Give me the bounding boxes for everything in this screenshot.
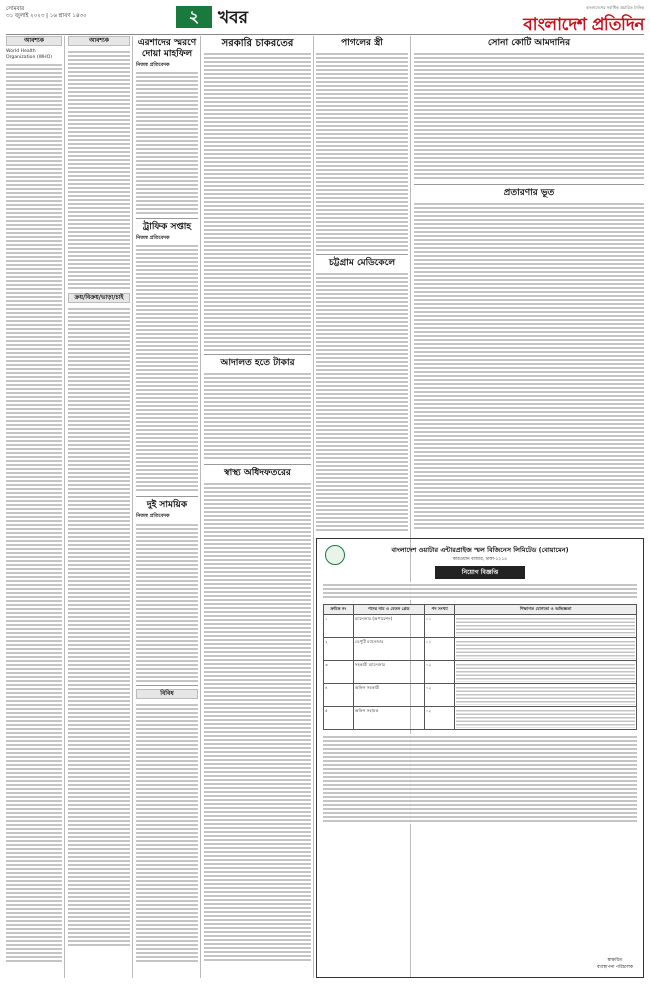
table-cell: অফিস সহকারী <box>353 684 424 707</box>
headline: প্রতারণার ভূত <box>503 188 555 198</box>
byline: নিজস্ব প্রতিবেদক <box>136 513 170 520</box>
column-header: পদ সংখ্যা <box>424 605 455 615</box>
classified-text <box>136 702 198 962</box>
logo-tagline: বাংলাদেশের সর্বাধিক প্রচারিত দৈনিক <box>586 5 644 10</box>
column-header: শিক্ষাগত যোগ্যতা ও অভিজ্ঞতা <box>455 605 637 615</box>
classified-text <box>68 306 130 946</box>
section-label: ক্রয়/বিক্রয়/ভাড়া/চাই <box>68 293 130 303</box>
table-cell: ১ <box>324 615 354 638</box>
column-rule <box>313 36 314 978</box>
byline: নিজস্ব প্রতিবেদক <box>136 235 170 242</box>
headline: স্বাস্থ্য অধিদফতরের <box>224 468 291 478</box>
ad-terms-text <box>323 734 637 824</box>
date: ৩১ জুলাই ২০২৩ | ১৬ শ্রাবণ ১৪৩০ <box>6 13 87 19</box>
table-row <box>324 707 637 730</box>
article-text <box>136 522 198 682</box>
article-text <box>204 481 311 961</box>
table-cell: অফিস সহায়ক <box>353 707 424 730</box>
classified-text <box>68 49 130 289</box>
column-rule <box>200 36 201 978</box>
news-column-4 <box>204 36 311 976</box>
column-header: ক্রমিক নং <box>324 605 354 615</box>
article-text <box>204 371 311 461</box>
ad-intro-text <box>323 582 637 600</box>
headline: ট্রাফিক সপ্তাহ <box>142 222 192 233</box>
classified-column-2 <box>68 36 130 976</box>
article-text <box>414 51 644 181</box>
table-row <box>324 638 637 661</box>
table-row <box>324 615 637 638</box>
table-cell: ডেপুটি ম্যানেজার <box>353 638 424 661</box>
section-label: আবশ্যক <box>6 36 62 46</box>
headline: আদালত হতে টাকার <box>220 358 295 368</box>
logo-text: বাংলাদেশ প্রতিদিন <box>523 15 644 35</box>
headline: চট্টগ্রাম মেডিকেলে <box>328 258 396 268</box>
recruitment-ad <box>316 538 644 978</box>
classified-text <box>6 62 62 962</box>
qualification-cell <box>455 615 637 638</box>
qualification-cell <box>455 707 637 730</box>
news-column-6 <box>414 36 644 536</box>
section-label: বিবিধ <box>136 689 198 699</box>
signature: স্বাক্ষরিত <box>607 958 623 963</box>
qualification-cell <box>455 661 637 684</box>
signatory: ব্যবস্থাপনা পরিচালক <box>596 965 633 970</box>
article-text <box>136 243 198 493</box>
who-ad: World Health Organization (WHO) <box>6 49 53 61</box>
qualification-cell <box>455 684 637 707</box>
table-cell: ০২ <box>424 684 455 707</box>
headline: দুই সাময়িক <box>146 500 188 511</box>
organization-emblem-icon <box>325 545 345 565</box>
table-cell: ৫ <box>324 707 354 730</box>
table-cell: ০২ <box>424 707 455 730</box>
page-number: ২ <box>176 6 212 28</box>
ad-title: নিয়োগ বিজ্ঞপ্তি <box>435 566 525 579</box>
signature-block <box>597 957 633 971</box>
news-column-5 <box>316 36 408 536</box>
headline: এরশাদের স্মরণে দোয়া মাহফিল <box>137 38 197 59</box>
table-cell: ৪ <box>324 684 354 707</box>
column-rule <box>132 36 133 978</box>
table-cell: ০২ <box>424 661 455 684</box>
column-header: পদের নাম ও বেতন গ্রেড <box>353 605 424 615</box>
article-text <box>316 271 408 531</box>
column-rule <box>64 36 65 978</box>
table-cell: ম্যানেজার (অপারেশন) <box>353 615 424 638</box>
table-cell: সহকারী ম্যানেজার <box>353 661 424 684</box>
news-column-3 <box>136 36 198 976</box>
weekday: সোমবার <box>6 6 25 12</box>
section-label: আবশ্যক <box>68 36 130 46</box>
vacancy-table <box>323 604 637 730</box>
headline: পাগলের স্ত্রী <box>341 38 383 48</box>
article-text <box>316 51 408 251</box>
article-text <box>204 51 311 351</box>
byline: নিজস্ব প্রতিবেদক <box>136 62 170 68</box>
article-text <box>136 70 198 215</box>
table-cell: ০১ <box>424 638 455 661</box>
qualification-cell <box>455 638 637 661</box>
section-title: খবর <box>218 8 248 28</box>
table-row <box>324 684 637 707</box>
headline: সরকারি চাকরতের <box>221 38 294 49</box>
ad-address: কারওয়ান বাজার, ঢাকা-১২১৫ <box>452 557 508 562</box>
headline: সোনা কোটি আমদানির <box>487 38 571 48</box>
classified-column-1 <box>6 36 62 976</box>
table-cell: ৩ <box>324 661 354 684</box>
ad-organization: বাংলাদেশ ওয়াটার এন্টারপ্রাইজ স্মল বিজিনেস লিমিটেড (বোয়ামেন) <box>391 546 569 554</box>
date-block <box>6 6 116 20</box>
masthead-logo <box>523 5 644 40</box>
table-cell: ০১ <box>424 615 455 638</box>
page-header <box>6 4 644 35</box>
table-cell: ২ <box>324 638 354 661</box>
article-text <box>414 201 644 531</box>
table-row <box>324 661 637 684</box>
